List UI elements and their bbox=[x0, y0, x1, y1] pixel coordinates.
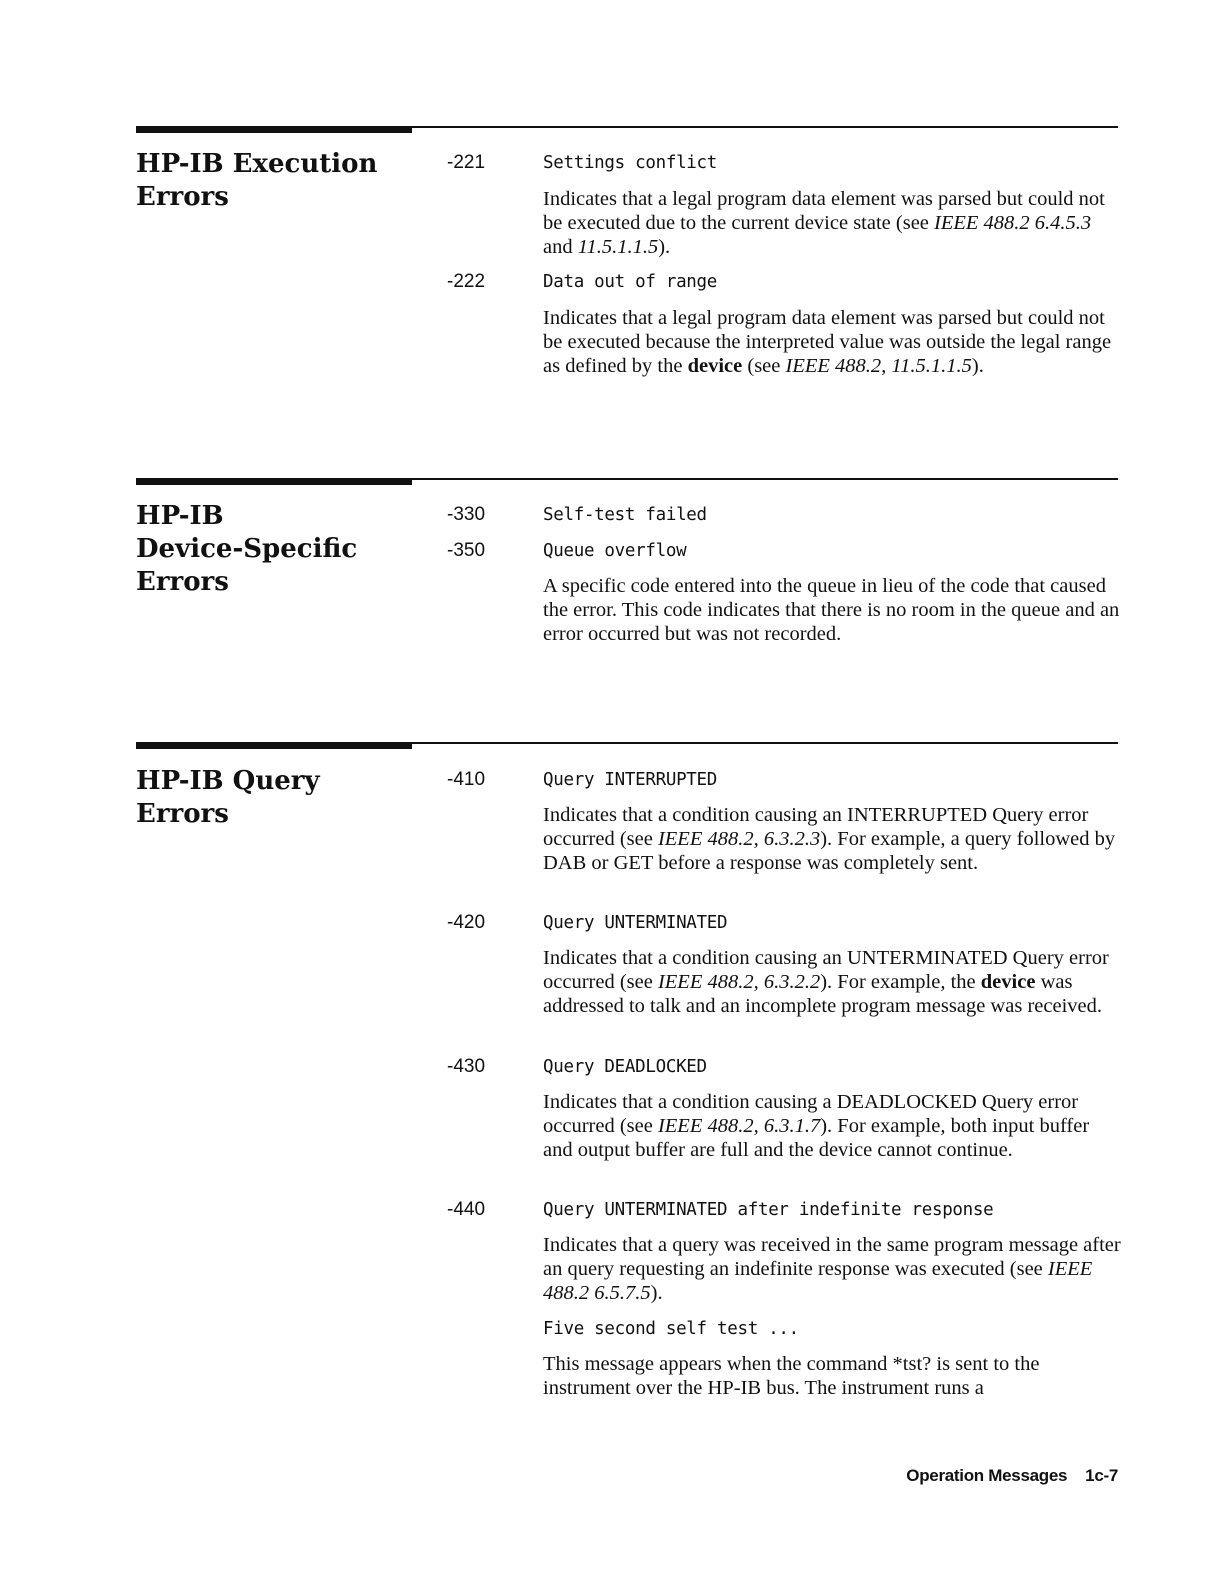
error-description: Indicates that a legal program data element was parsed but could not be executed because the interpreted value was outside the legal range as defined by the device (see IEEE 488.2, 11.5.1.1.5). bbox=[543, 307, 1112, 377]
section-title bbox=[136, 765, 406, 831]
title-line: HP-IB Query bbox=[136, 766, 320, 796]
error-message: Data out of range bbox=[543, 272, 718, 292]
error-description: This message appears when the command *tst? is sent to the instrument over the HP-IB bus. The instrument runs a bbox=[543, 1353, 1040, 1399]
section-rule-thick bbox=[136, 742, 412, 749]
title-line: Errors bbox=[136, 182, 229, 212]
page-number: 1c-7 bbox=[1085, 1466, 1118, 1485]
section-rule-thin bbox=[412, 742, 1118, 744]
error-message: Query INTERRUPTED bbox=[543, 770, 718, 790]
section-rule-thin bbox=[412, 478, 1118, 480]
section-title bbox=[136, 500, 406, 599]
error-code: -420 bbox=[447, 912, 486, 933]
section-title bbox=[136, 148, 406, 214]
error-description: Indicates that a legal program data element was parsed but could not be executed due to the current device state (see IEEE 488.2 6.4.5.3 and 11.5.1.1.5). bbox=[543, 188, 1105, 258]
error-code: -222 bbox=[447, 271, 486, 292]
page-footer bbox=[906, 1466, 1118, 1486]
error-description: Indicates that a condition causing an UNTERMINATED Query error occurred (see IEEE 488.2, 6.3.2.2). For example, the device was addressed to talk and an incomplete program message was received. bbox=[543, 947, 1109, 1017]
footer-section-name: Operation Messages bbox=[906, 1466, 1068, 1485]
error-description: Indicates that a query was received in the same program message after an query requesting an indefinite response was executed (see IEEE 488.2 6.5.7.5). bbox=[543, 1234, 1121, 1304]
error-code: -410 bbox=[447, 769, 486, 790]
error-code: -440 bbox=[447, 1199, 486, 1220]
section-rule-thick bbox=[136, 478, 412, 485]
error-code: -221 bbox=[447, 152, 486, 173]
error-message: Settings conflict bbox=[543, 153, 718, 173]
section-rule-thick bbox=[136, 126, 412, 133]
error-message: Query UNTERMINATED bbox=[543, 913, 728, 933]
error-description: Indicates that a condition causing a DEADLOCKED Query error occurred (see IEEE 488.2, 6.3.1.7). For example, both input buffer and output buffer are full and the device cannot continue. bbox=[543, 1091, 1090, 1161]
error-description: Indicates that a condition causing an INTERRUPTED Query error occurred (see IEEE 488.2, 6.3.2.3). For example, a query followed by DAB or GET before a response was completely sent. bbox=[543, 804, 1116, 874]
error-message: Self-test failed bbox=[543, 505, 707, 525]
error-message: Query DEADLOCKED bbox=[543, 1057, 707, 1077]
error-description: A specific code entered into the queue in lieu of the code that caused the error. This code indicates that there is no room in the queue and an error occurred but was not recorded. bbox=[543, 575, 1120, 645]
title-line: HP-IB Execution bbox=[136, 149, 378, 179]
section-rule-thin bbox=[412, 126, 1118, 128]
error-code: -330 bbox=[447, 504, 486, 525]
error-message: Queue overflow bbox=[543, 541, 687, 561]
title-line: Errors bbox=[136, 567, 229, 597]
error-code: -430 bbox=[447, 1056, 486, 1077]
error-message: Five second self test ... bbox=[543, 1319, 799, 1339]
title-line: Errors bbox=[136, 799, 229, 829]
error-message: Query UNTERMINATED after indefinite response bbox=[543, 1200, 994, 1220]
title-line: HP-IB bbox=[136, 501, 224, 531]
title-line: Device-Specific bbox=[136, 534, 358, 564]
error-code: -350 bbox=[447, 540, 486, 561]
